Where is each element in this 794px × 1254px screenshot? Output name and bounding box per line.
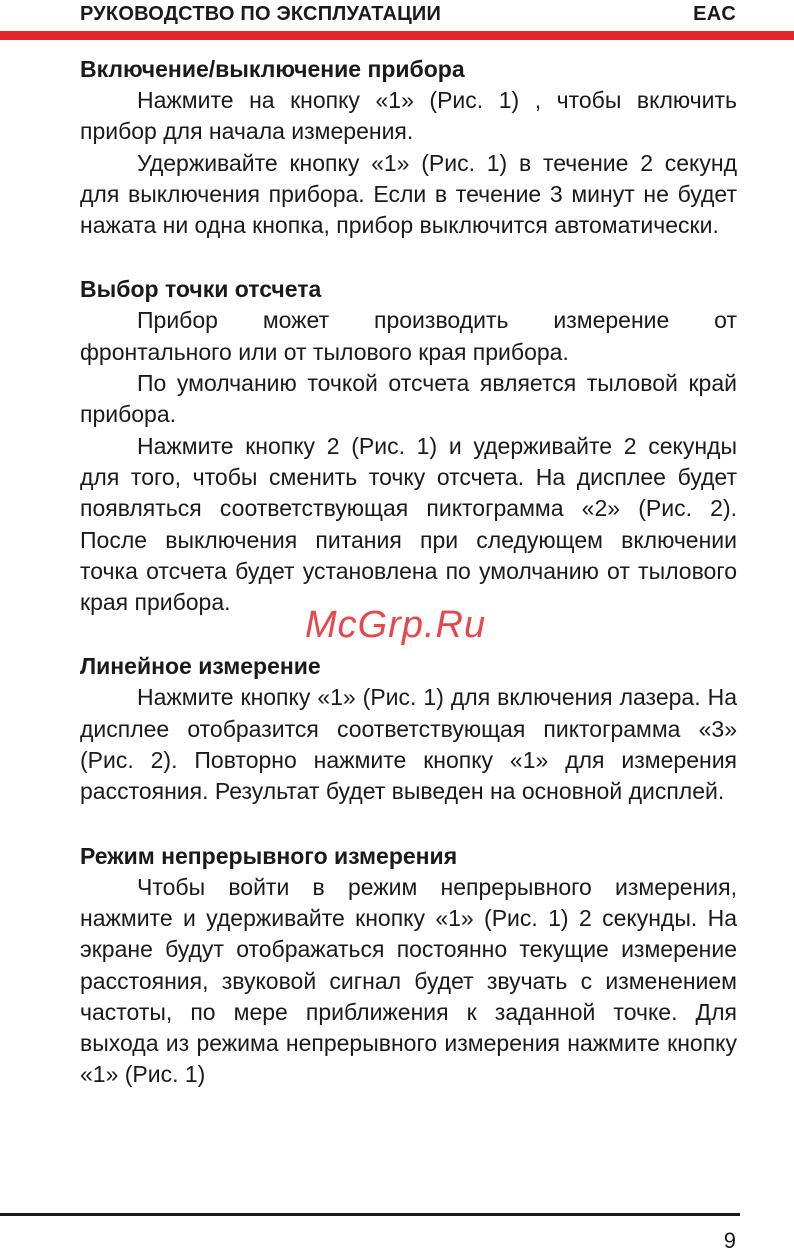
header-red-line [0,31,794,40]
paragraph: Нажмите кнопку 2 (Рис. 1) и удерживайте 2 секунды для того, чтобы сменить точку отсчета. На дисплее будет появляться соответствующая пиктограмма «2» (Рис. 2). После выключения питания при следующем включении точка отсчета будет установлена по умолчанию от тылового края прибора. [80,432,737,616]
section-reference-point [80,273,737,618]
paragraph: Нажмите кнопку «1» (Рис. 1) для включения лазера. На дисплее отобразится соответствующая пиктограмма «3» (Рис. 2). Повторно нажмите кнопку «1» для измерения расстояния. Результат будет выведен на основной дисплей. [80,684,737,805]
header-title: РУКОВОДСТВО ПО ЭКСПЛУАТАЦИИ [80,3,442,25]
page-header [80,0,736,26]
paragraph: Чтобы войти в режим непрерывного измерения, нажмите и удерживайте кнопку «1» (Рис. 1) 2 секунды. На экране будут отображаться постоянно текущие измерение расстояния, звуковой сигнал будет звучать с изменением частоты, по мере приближения к заданной точке. Для выхода из режима непрерывного измерения нажмите кнопку «1» (Рис. 1) [80,873,737,1088]
footer-line [0,1213,740,1216]
paragraph: Прибор может производить измерение от фронтального или от тылового края прибора. [80,307,737,365]
section-title: Включение/выключение прибора [80,56,465,82]
paragraph: По умолчанию точкой отсчета является тыловой край прибора. [80,370,737,428]
document-body [80,53,737,1091]
watermark: McGrp.Ru [305,604,487,646]
eac-mark: EAC [693,3,736,25]
section-linear-measurement [80,650,737,807]
page-number: 9 [723,1228,736,1253]
section-title: Линейное измерение [80,653,321,680]
section-title: Выбор точки отсчета [80,276,322,303]
paragraph: Удерживайте кнопку «1» (Рис. 1) в течение 2 секунд для выключения прибора. Если в течение 3 минут не будет нажата ни одна кнопка, прибор выключится автоматически. [80,149,737,239]
section-title: Режим непрерывного измерения [80,842,458,869]
paragraph: Нажмите на кнопку «1» (Рис. 1) , чтобы включить прибор для начала измерения. [80,87,737,145]
section-power [80,53,737,241]
section-continuous-measurement [80,840,737,1091]
